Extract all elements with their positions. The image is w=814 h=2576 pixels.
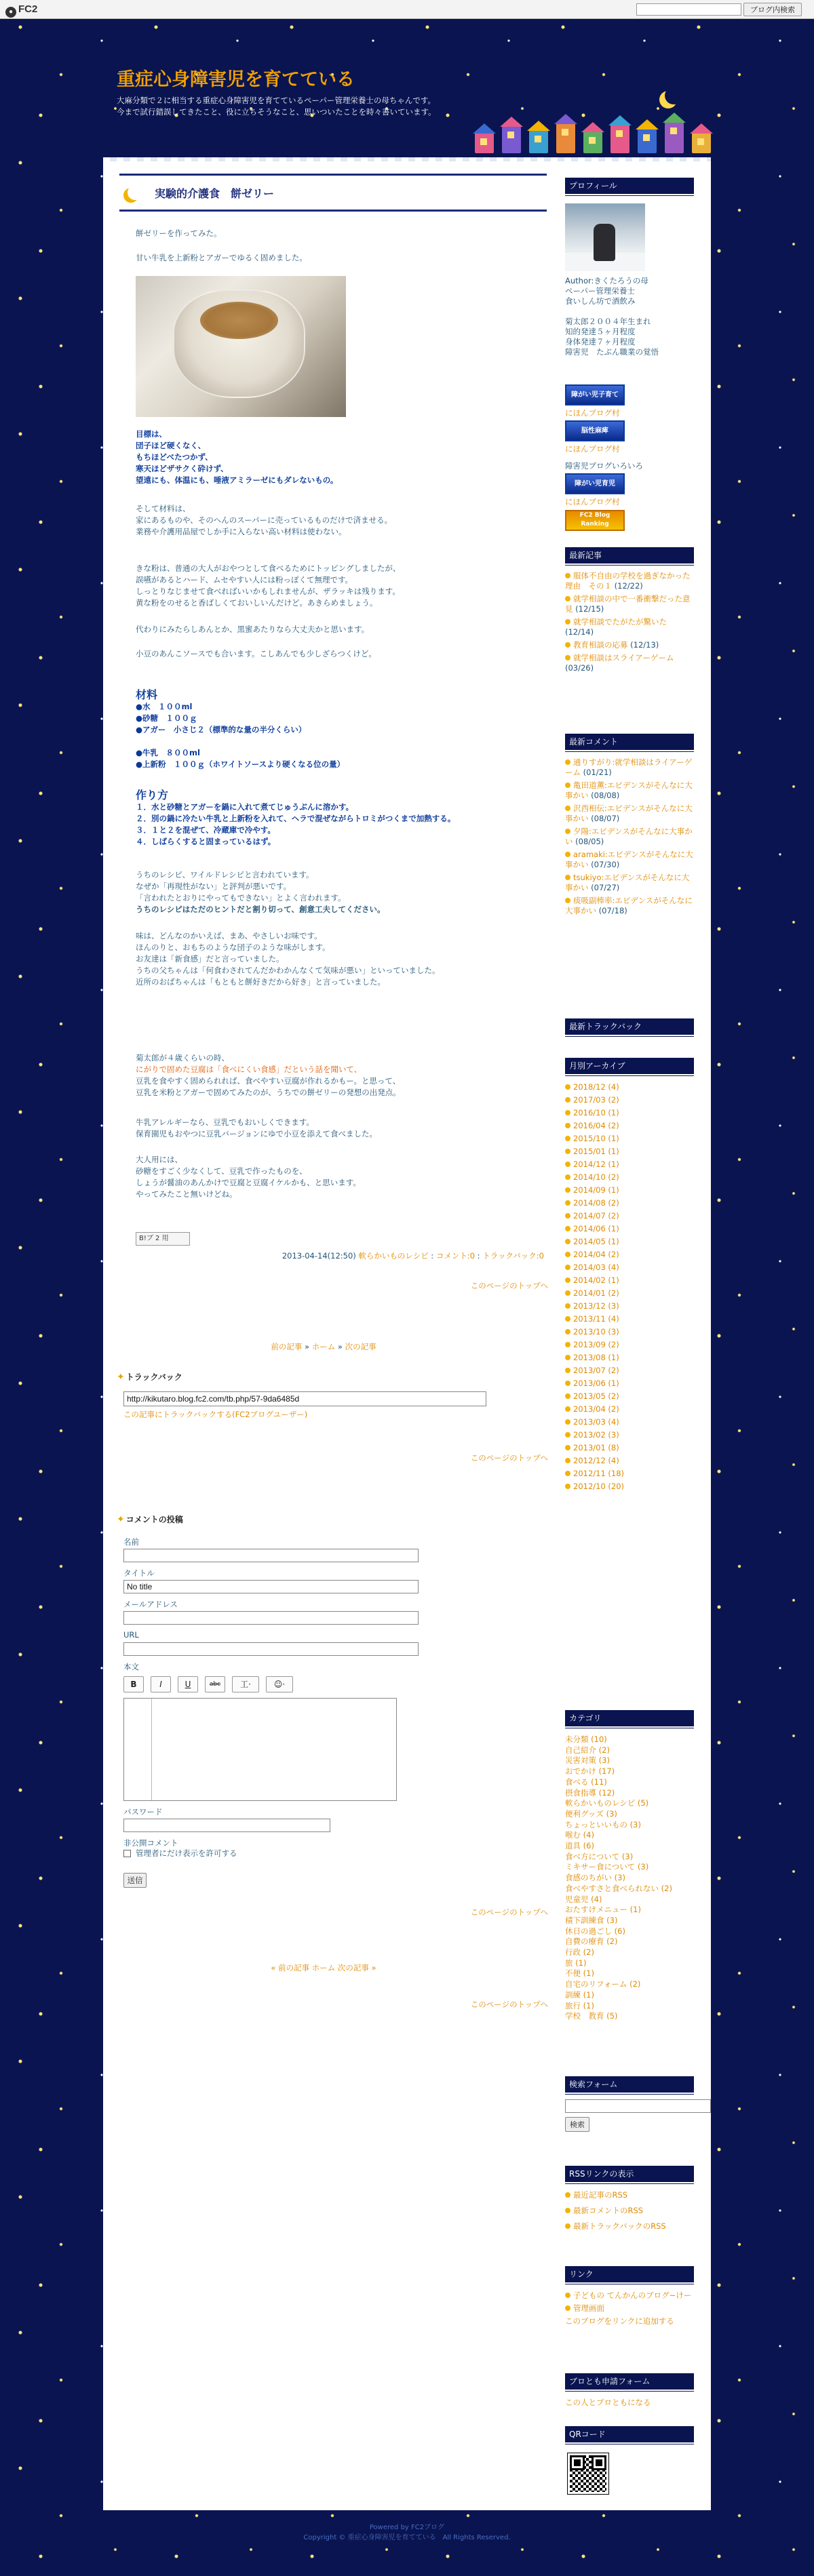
category-item[interactable]: おたすけメニュー (1): [565, 1905, 641, 1915]
list-item[interactable]: 2013/04 (2): [565, 1404, 694, 1414]
bullet-icon: [565, 1136, 570, 1141]
bullet-icon: [565, 1316, 570, 1322]
list-item[interactable]: tsukiyo:エビデンスがそんなに大事かい (07/27): [565, 873, 690, 892]
house-icon: [665, 122, 684, 153]
bullet-icon: [565, 1213, 570, 1218]
list-item[interactable]: 2013/10 (3): [565, 1327, 694, 1337]
fc2-logo[interactable]: ● FC2: [5, 3, 37, 18]
moon-icon: [128, 185, 142, 200]
list-item[interactable]: 2013/06 (1): [565, 1379, 694, 1389]
title-field[interactable]: [123, 1580, 419, 1593]
materials-heading: 材料: [136, 688, 158, 701]
category-item[interactable]: 休日の過ごし (6): [565, 1926, 625, 1936]
bullet-icon: [565, 1149, 570, 1154]
links-title: リンク: [565, 2266, 694, 2282]
list-item[interactable]: 2014/05 (1): [565, 1237, 694, 1247]
bullet-icon: [565, 1432, 570, 1438]
secret-checkbox-label: 管理者にだけ表示を許可する: [136, 1848, 237, 1858]
list-item[interactable]: 最新トラックバックのRSS: [565, 2220, 694, 2233]
category-item[interactable]: 不便 (1): [565, 1968, 594, 1979]
blogmura-banner[interactable]: 障がい児育児: [565, 473, 625, 494]
fc2-toolbar: [0, 0, 814, 19]
blogmura-banner[interactable]: 障がい児子育て: [565, 384, 625, 405]
fc2-ranking-banner[interactable]: FC2 Blog Ranking: [565, 510, 625, 531]
url-label: URL: [123, 1630, 139, 1640]
list-item[interactable]: 2016/10 (1): [565, 1108, 694, 1118]
allergy-note: 牛乳アレルギーなら、豆乳でもおいしくできます。 保育園児もおやつに豆乳バージョンにゆで小豆を添えて食べました。: [136, 1117, 378, 1138]
goals-block: 目標は、 団子ほど硬くなく、 もちほどべたつかず、 寒天ほどザサクく砕けず、 望遠にも、体温にも、唾液アミラーゼにもダレないもの。: [136, 429, 338, 485]
list-item[interactable]: 就学相談でたがたが驚いた (12/14): [565, 617, 667, 637]
list-item[interactable]: 夕陽:エビデンスがそんなに大事かい (08/05): [565, 827, 693, 846]
list-item[interactable]: 2014/04 (2): [565, 1250, 694, 1260]
archive-title: 月別アーカイブ: [565, 1058, 694, 1074]
adult-note: 大人用には、 砂糖をすごく少なくして、豆乳で作ったものを、 しょうが醤油のあんかけで豆腐と豆腐イケルかも、と思います。 やってみたこと無いけどね。: [136, 1155, 361, 1199]
list-item[interactable]: 2013/11 (4): [565, 1314, 694, 1324]
list-item[interactable]: 2013/01 (8): [565, 1443, 694, 1453]
list-item[interactable]: 服体不自由の学校を過ぎなかった理由 その１ (12/22): [565, 571, 691, 591]
category-item[interactable]: 食べ方について (3): [565, 1851, 634, 1861]
entry-paragraph: 餅ゼリーを作ってみた。: [136, 229, 222, 238]
fc2-logo-icon: ●: [5, 7, 16, 18]
recent-entries-list: [565, 571, 694, 676]
url-field[interactable]: [123, 1642, 419, 1656]
trackback-count-link[interactable]: トラックバック:0: [482, 1251, 544, 1261]
rss-title: RSSリンクの表示: [565, 2166, 694, 2182]
bullet-icon: [565, 1110, 570, 1115]
bullet-icon: [565, 1419, 570, 1425]
next-entry-link[interactable]: 次の記事 »: [337, 1963, 376, 1973]
list-item[interactable]: 2018/12 (4): [565, 1082, 694, 1092]
profile-avatar: [565, 203, 645, 271]
list-item[interactable]: 2012/12 (4): [565, 1456, 694, 1466]
category-item[interactable]: 摂食指導 (12): [565, 1787, 615, 1798]
blog-category-label: 障害児ブログいろいろ: [565, 461, 643, 471]
category-item[interactable]: 災害対策 (3): [565, 1756, 610, 1766]
recent-comments-title: 最新コメント: [565, 734, 694, 750]
list-item[interactable]: 2014/10 (2): [565, 1172, 694, 1183]
mochi-jelly-photo: [136, 276, 346, 417]
bullet-icon: [565, 1393, 570, 1399]
list-item[interactable]: 就学相談の中で一番衝撃だった意見 (12/15): [565, 594, 691, 614]
email-field[interactable]: [123, 1611, 419, 1625]
list-item[interactable]: 2015/01 (1): [565, 1147, 694, 1157]
italic-button[interactable]: I: [151, 1676, 171, 1692]
password-label: パスワード: [123, 1807, 163, 1817]
hatena-bookmark-button[interactable]: B!ブ 2 用: [136, 1232, 190, 1246]
category-item[interactable]: 未分類 (10): [565, 1735, 607, 1744]
password-field[interactable]: [123, 1819, 330, 1832]
entry-pager: 前の記事 » ホーム » 次の記事: [271, 1342, 376, 1351]
bottom-pager: [103, 1962, 544, 1973]
list-item[interactable]: 2012/11 (18): [565, 1469, 694, 1479]
bullet-icon: [565, 1239, 570, 1244]
secret-label: 非公開コメント: [123, 1838, 178, 1848]
blog-title[interactable]: 重症心身障害児を育てている: [117, 69, 355, 90]
house-icon: [475, 133, 494, 153]
recent-comments-list: [565, 757, 694, 919]
category-item[interactable]: 積下訓練食 (3): [565, 1915, 618, 1925]
blog-search-input[interactable]: [636, 3, 741, 16]
sidebar-search-input[interactable]: [565, 2099, 711, 2113]
emoji-button[interactable]: ☺·: [266, 1676, 293, 1692]
rss-list: [565, 2189, 694, 2236]
taste-note: 味は、どんなのかいえば、まあ、やさしいお味です。 ほんのりと、おもちのような団子のような味がします。 お友達は「新食感」だと言っていました。 うちの父ちゃんは「何食わされてんだかわかんなくて気味が悪い」といっていました。 近所のおばちゃんは「もともと餅好きだから好き」と言っていました。: [136, 931, 440, 987]
category-item[interactable]: 行政 (2): [565, 1947, 594, 1958]
house-icon: [529, 130, 548, 153]
recipe-note: うちのレシピ、ワイルドレシピと言われています。 なぜか「再現性がない」と評判が悪いです。 「言われたとおりにやってもできない」とよく言われます。 うちのレシピはただのヒントだと割り切って、創意工夫してください。: [136, 870, 385, 914]
category-item[interactable]: 食感のちがい (3): [565, 1873, 625, 1883]
bullet-icon: [565, 1368, 570, 1373]
list-item[interactable]: 2014/08 (2): [565, 1198, 694, 1208]
bullet-icon: [565, 1162, 570, 1167]
comment-submit-button[interactable]: 送信: [123, 1873, 147, 1888]
list-item[interactable]: 最新コメントのRSS: [565, 2204, 694, 2217]
materials-list: ●水 １００ml ●砂糖 １００ｇ ●アガー 小さじ２（標準的な量の半分くらい） ●牛乳 ８００ml ●上新粉 １００ｇ（ホワイトソースより硬くなる位の量）: [136, 702, 345, 769]
bullet-icon: [565, 1187, 570, 1193]
bullet-icon: [565, 1406, 570, 1412]
list-item[interactable]: 2013/09 (2): [565, 1340, 694, 1350]
blog-description: 大麻分類で２に相当する重症心身障害児を育てているペーパー管理栄養士の母ちゃんです。 今まで試行錯誤してきたこと、役に立ちそうなこと、思いついたことを時々書いています。: [117, 96, 436, 117]
category-item[interactable]: 自己紹介 (2): [565, 1745, 610, 1755]
entry-title[interactable]: 実験的介護食 餅ゼリー: [155, 187, 275, 200]
bullet-icon: [565, 1252, 570, 1257]
bullet-icon: [565, 1084, 570, 1090]
body-label: 本文: [123, 1662, 139, 1671]
category-item[interactable]: 軟らかいものレシピ (5): [565, 1798, 649, 1808]
list-item[interactable]: 2014/06 (1): [565, 1224, 694, 1234]
list-item[interactable]: 2014/09 (1): [565, 1185, 694, 1195]
recent-trackbacks-title: 最新トラックバック: [565, 1018, 694, 1035]
list-item[interactable]: 2014/12 (1): [565, 1160, 694, 1170]
entry-footer: 2013-04-14(12:50) 軟らかいものレシピ : コメント:0 : トラックバック:0: [282, 1251, 544, 1261]
qr-code-icon: [568, 2453, 608, 2494]
bullet-icon: [565, 1174, 570, 1180]
comment-count-link[interactable]: コメント:0: [435, 1251, 476, 1261]
page-top-link[interactable]: このページのトップへ: [470, 1453, 548, 1463]
category-item[interactable]: 自費の療育 (2): [565, 1937, 618, 1947]
list-item[interactable]: 2014/02 (1): [565, 1275, 694, 1286]
list-item[interactable]: 2014/01 (2): [565, 1288, 694, 1299]
house-icon: [638, 129, 657, 153]
list-item[interactable]: 2014/07 (2): [565, 1211, 694, 1221]
house-icon: [692, 133, 711, 153]
search-form-title: 検索フォーム: [565, 2076, 694, 2093]
title-label: タイトル: [123, 1568, 155, 1578]
page-top-link[interactable]: このページのトップへ: [470, 1281, 548, 1290]
materials-policy: そして材料は、 家にあるものや、そのへんのスーパーに売っているものだけで済ませる。 業務や介護用品屋でしか手に入らない高い材料は使わない。: [136, 504, 393, 536]
bullet-icon: [565, 1458, 570, 1463]
blogmura-link[interactable]: にほんブログ村: [565, 408, 620, 418]
category-item[interactable]: ミキサー食について (3): [565, 1862, 649, 1872]
star-icon: ✦: [117, 1514, 125, 1525]
house-icon: [556, 123, 575, 153]
list-item[interactable]: 子どもの てんかんのブログ~けー: [565, 2291, 694, 2301]
bullet-icon: [565, 1290, 570, 1296]
list-item[interactable]: このブログをリンクに追加する: [565, 2316, 674, 2326]
list-item[interactable]: 2012/10 (20): [565, 1482, 694, 1492]
list-item[interactable]: 管理画面: [565, 2303, 694, 2314]
sidebar-search-button[interactable]: 検索: [565, 2117, 589, 2132]
bullet-icon: [565, 1123, 570, 1128]
category-item[interactable]: 訓練 (1): [565, 1989, 594, 2000]
bullet-icon: [565, 1484, 570, 1489]
category-item[interactable]: 児童児 (4): [565, 1894, 602, 1904]
category-list: [565, 1735, 694, 2022]
house-icon: [610, 125, 629, 153]
secret-checkbox[interactable]: [123, 1850, 131, 1857]
star-icon: ✦: [117, 1372, 125, 1383]
bold-button[interactable]: B: [123, 1676, 144, 1692]
profile-title: プロフィール: [565, 178, 694, 194]
list-item[interactable]: 最近記事のRSS: [565, 2189, 694, 2202]
blogmura-banner[interactable]: 脳性麻痺: [565, 420, 625, 441]
page-top-link[interactable]: このページのトップへ: [470, 2000, 548, 2009]
list-item[interactable]: 教育相談の応募 (12/13): [565, 640, 694, 650]
qr-title: QRコード: [565, 2426, 694, 2442]
category-item[interactable]: 旅行 (1): [565, 2000, 594, 2010]
blogmura-link[interactable]: にほんブログ村: [565, 497, 620, 507]
list-item[interactable]: 亀田道薫:エビデンスがそんなに大事かい (08/08): [565, 780, 693, 800]
next-entry-link[interactable]: 次の記事: [345, 1342, 376, 1351]
home-link[interactable]: ホーム: [311, 1342, 336, 1351]
list-item[interactable]: 2013/02 (3): [565, 1430, 694, 1440]
entry-paragraph: 小豆のあんこソースでも合います。こしあんでも少しざらつくけど。: [136, 649, 376, 658]
bullet-icon: [565, 1097, 570, 1103]
list-item[interactable]: 2015/10 (1): [565, 1134, 694, 1144]
blog-search-button[interactable]: ブログ内検索: [743, 3, 802, 16]
bullet-icon: [565, 1355, 570, 1360]
list-item[interactable]: 2013/03 (4): [565, 1417, 694, 1427]
links-list: [565, 2291, 694, 2329]
prev-entry-link[interactable]: « 前の記事: [271, 1963, 310, 1973]
home-link[interactable]: ホーム: [311, 1963, 336, 1973]
entry-header: [119, 174, 547, 212]
category-item[interactable]: 喉む (4): [565, 1830, 594, 1840]
kinako-note: きな粉は、普通の大人がおやつとして食べるためにトッピングしましたが、 誤嚥があるとハード、ムセやすい人には粉っぽくて無理です。 しっとりなじませて食べればいいかもしれませんが、ザラッキは残ります。 黄な粉をのせると香ばしくておいしいんだけど。あきらめましょう。: [136, 563, 401, 608]
category-item[interactable]: 旅 (1): [565, 1958, 587, 1968]
category-item[interactable]: 食べやすさと食べられない (2): [565, 1883, 672, 1893]
page-top-link[interactable]: このページのトップへ: [470, 1907, 548, 1917]
trackback-heading: ✦ トラックバック: [117, 1372, 182, 1383]
category-link[interactable]: 軟らかいものレシピ: [358, 1251, 429, 1261]
list-item[interactable]: 通りすがり:就学相談はライアーゲーム (01/21): [565, 757, 693, 777]
list-item[interactable]: 2014/03 (4): [565, 1263, 694, 1273]
font-size-button[interactable]: 工·: [232, 1676, 259, 1692]
bullet-icon: [565, 1471, 570, 1476]
bullet-icon: [565, 1303, 570, 1309]
category-item[interactable]: 食べる (11): [565, 1777, 607, 1787]
category-item[interactable]: 学校 教育 (5): [565, 2011, 618, 2021]
main-content: [103, 157, 711, 2510]
underline-button[interactable]: U: [178, 1676, 198, 1692]
list-item[interactable]: 2013/05 (2): [565, 1391, 694, 1402]
page-footer: Powered by FC2ブログ Copyright © 重症心身障害児を育てている All Rights Reserved.: [303, 2524, 511, 2541]
category-item[interactable]: 自宅のリフォーム (2): [565, 1979, 641, 1989]
method-list: １．水と砂糖とアガーを鍋に入れて煮てじゅうぶんに溶かす。 ２．別の鍋に冷たい牛乳と上新粉を入れて、ヘラで混ぜながらトロミがつくまで加熱する。 ３．１と２を混ぜて、冷蔵庫で冷やす。 ４．しばらくすると固まっているはず。: [136, 802, 456, 846]
comment-body-field[interactable]: [123, 1698, 397, 1801]
name-field[interactable]: [123, 1549, 419, 1562]
category-item[interactable]: ちょっといいもの (3): [565, 1819, 641, 1829]
category-item[interactable]: おでかけ (17): [565, 1766, 615, 1777]
category-item[interactable]: 便利グッズ (3): [565, 1808, 617, 1819]
list-item[interactable]: 2013/07 (2): [565, 1366, 694, 1376]
friend-form-title: ブロとも申請フォーム: [565, 2373, 694, 2390]
name-label: 名前: [123, 1537, 139, 1547]
recent-entries-title: 最新記事: [565, 547, 694, 563]
house-icon: [502, 126, 521, 153]
list-item[interactable]: 2013/08 (1): [565, 1353, 694, 1363]
archive-list: [565, 1082, 694, 1494]
email-label: メールアドレス: [123, 1600, 178, 1609]
bullet-icon: [565, 1277, 570, 1283]
trackback-link[interactable]: この記事にトラックバックする(FC2ブログユーザー): [123, 1410, 308, 1419]
bullet-icon: [565, 1200, 570, 1206]
crescent-moon-icon: [665, 87, 682, 104]
profile-text: Author:きくたろうの母 ペーパー管理栄養士 食いしん坊で酒飲み 菊太郎２００４年生まれ 知的発達５ヶ月程度 身体発達７ヶ月程度 障害児 たぶん職業の覚悟: [565, 276, 659, 357]
prev-entry-link[interactable]: 前の記事: [271, 1342, 303, 1351]
method-heading: 作り方: [136, 789, 169, 801]
editor-toolbar: [123, 1676, 307, 1694]
house-icon: [583, 132, 602, 153]
list-item[interactable]: aramaki:エビデンスがそんなに大事かい (07/30): [565, 850, 693, 869]
list-item[interactable]: 2016/04 (2): [565, 1121, 694, 1131]
bullet-icon: [565, 1265, 570, 1270]
bullet-icon: [565, 1445, 570, 1450]
category-item[interactable]: 道具 (6): [565, 1841, 594, 1851]
category-title: カテゴリ: [565, 1710, 694, 1726]
list-item[interactable]: 沢西相伝:エビデンスがそんなに大事かい (08/07): [565, 804, 693, 823]
origin-note: 菊太郎が４歳くらいの時、 にがりで固めた豆腐は「食べにくい食感」だという話を聞いて、 豆乳を食やすく固められれば、食べやすい豆腐が作れるかもー。と思って、 豆乳を米粉とアガーで固めてみたのが、うちでの餅ゼリーの発想の出発点。: [136, 1053, 401, 1097]
list-item[interactable]: 就学相談はスライアーゲーム (03/26): [565, 653, 674, 673]
comment-form-heading: ✦ コメントの投稿: [117, 1514, 183, 1525]
town-illustration: [475, 114, 712, 153]
bullet-icon: [565, 1329, 570, 1334]
friend-request-link[interactable]: この人とブロともになる: [565, 2398, 651, 2407]
entry-paragraph: 代わりにみたらしあんとか、黒蜜あたりなら大丈夫かと思います。: [136, 625, 370, 634]
trackback-url-field[interactable]: [123, 1391, 486, 1406]
list-item[interactable]: 痰吸副棒率:エビデンスがそんなに大事かい (07/18): [565, 896, 693, 915]
bullet-icon: [565, 1342, 570, 1347]
list-item[interactable]: 2013/12 (3): [565, 1301, 694, 1311]
bullet-icon: [565, 1381, 570, 1386]
blogmura-link[interactable]: にほんブログ村: [565, 444, 620, 454]
list-item[interactable]: 2017/03 (2): [565, 1095, 694, 1105]
entry-paragraph: 甘い牛乳を上新粉とアガーでゆるく固めました。: [136, 253, 307, 262]
strike-button[interactable]: abc: [205, 1676, 225, 1692]
bullet-icon: [565, 1226, 570, 1231]
